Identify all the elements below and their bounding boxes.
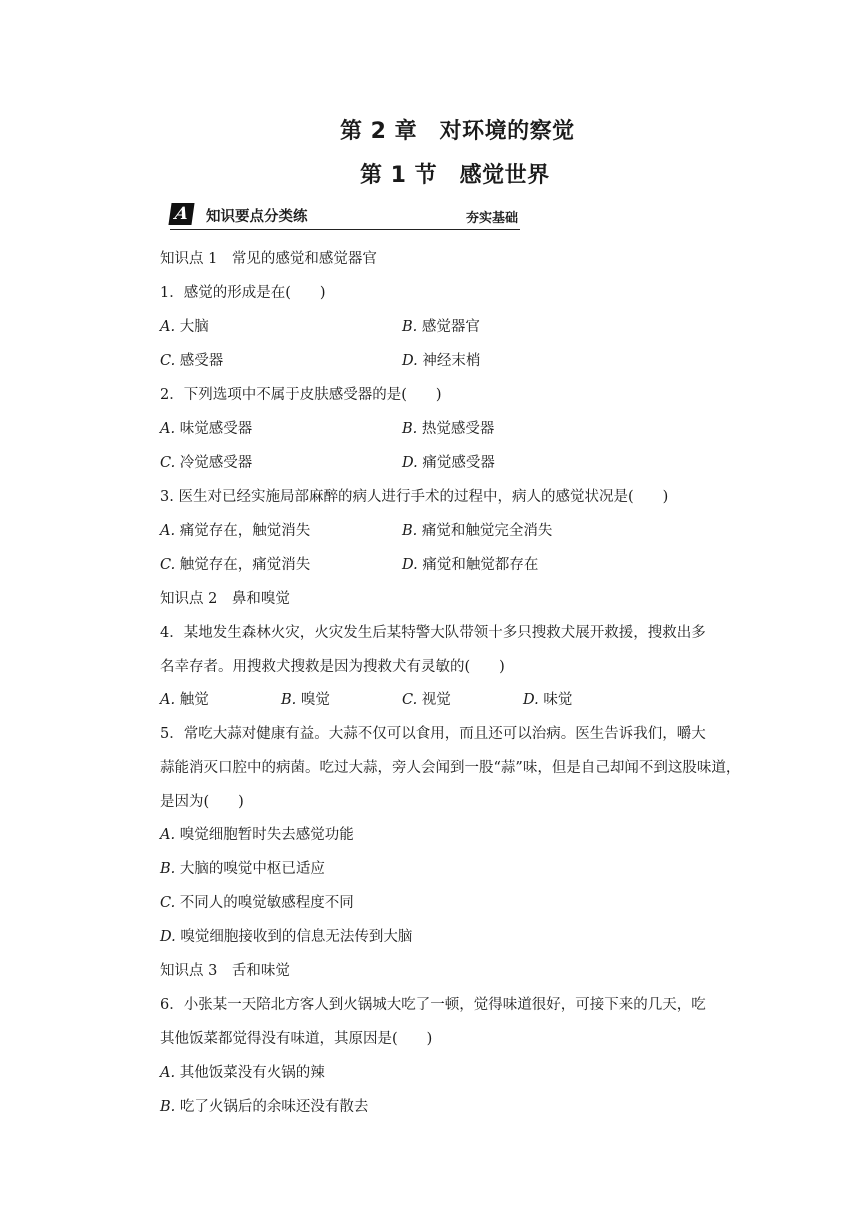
banner-underline bbox=[170, 229, 520, 230]
option-text: 痛觉和触觉都存在 bbox=[422, 557, 539, 573]
option-letter: B. bbox=[281, 692, 297, 708]
option-letter: B. bbox=[160, 1099, 176, 1115]
option-letter: C. bbox=[402, 692, 418, 708]
option-letter: D. bbox=[402, 353, 418, 369]
banner-right-label: 夯实基础 bbox=[465, 211, 518, 226]
option-letter: C. bbox=[160, 353, 176, 369]
option-letter: A. bbox=[160, 1065, 176, 1081]
option-text: 不同人的嗅觉敏感程度不同 bbox=[179, 895, 354, 911]
option-text: 视觉 bbox=[421, 692, 451, 708]
question-5-option-d bbox=[160, 925, 412, 946]
banner-left-label: 知识要点分类练 bbox=[206, 209, 308, 225]
option-text: 嗅觉细胞接收到的信息无法传到大脑 bbox=[180, 929, 413, 945]
question-6-line-2: 其他饭菜都觉得没有味道，其原因是( ) bbox=[160, 1031, 433, 1047]
question-5-option-b bbox=[160, 857, 325, 878]
option-letter: A. bbox=[160, 319, 176, 335]
question-5-line-3: 是因为( ) bbox=[160, 794, 244, 810]
option-letter: B. bbox=[402, 421, 418, 437]
question-4-option-d bbox=[523, 688, 572, 709]
option-text: 痛觉感受器 bbox=[422, 455, 495, 471]
knowledge-point-2: 知识点 2 鼻和嗅觉 bbox=[160, 591, 290, 607]
option-text: 触觉 bbox=[179, 692, 209, 708]
question-1-stem: 1．感觉的形成是在( ) bbox=[160, 285, 326, 301]
option-text: 其他饭菜没有火锅的辣 bbox=[179, 1065, 325, 1081]
question-2-option-a bbox=[160, 417, 252, 438]
question-3-option-b bbox=[402, 519, 552, 540]
question-5-option-c bbox=[160, 891, 354, 912]
option-text: 神经末梢 bbox=[422, 353, 481, 369]
knowledge-point-3: 知识点 3 舌和味觉 bbox=[160, 963, 290, 979]
option-letter: D. bbox=[160, 929, 176, 945]
question-4-line-1: 4．某地发生森林火灾，火灾发生后某特警大队带领十多只搜救犬展开救援，搜救出多 bbox=[160, 625, 706, 641]
option-letter: C. bbox=[160, 557, 176, 573]
option-text: 大脑 bbox=[179, 319, 209, 335]
question-4-line-2: 名幸存者。用搜救犬搜救是因为搜救犬有灵敏的( ) bbox=[160, 659, 505, 675]
question-1-option-d bbox=[402, 349, 480, 370]
option-letter: A. bbox=[160, 827, 176, 843]
option-text: 感受器 bbox=[179, 353, 224, 369]
question-1-option-b bbox=[402, 315, 480, 336]
question-4-option-b bbox=[281, 688, 330, 709]
option-text: 嗅觉细胞暂时失去感觉功能 bbox=[179, 827, 354, 843]
question-4-option-a bbox=[160, 688, 209, 709]
question-1-option-a bbox=[160, 315, 209, 336]
option-letter: C. bbox=[160, 455, 176, 471]
question-6-line-1: 6．小张某一天陪北方客人到火锅城大吃了一顿，觉得味道很好，可接下来的几天，吃 bbox=[160, 997, 706, 1013]
question-3-stem: 3. 医生对已经实施局部麻醉的病人进行手术的过程中，病人的感觉状况是( ) bbox=[160, 489, 669, 505]
option-text: 大脑的嗅觉中枢已适应 bbox=[179, 861, 325, 877]
question-3-option-c bbox=[160, 553, 310, 574]
option-letter: B. bbox=[402, 319, 418, 335]
option-letter: C. bbox=[160, 895, 176, 911]
section-title: 第 1 节 感觉世界 bbox=[360, 163, 550, 188]
option-text: 触觉存在，痛觉消失 bbox=[179, 557, 311, 573]
option-text: 味觉 bbox=[543, 692, 573, 708]
chapter-title: 第 2 章 对环境的察觉 bbox=[340, 119, 575, 144]
knowledge-point-1: 知识点 1 常见的感觉和感觉器官 bbox=[160, 251, 377, 267]
option-text: 冷觉感受器 bbox=[179, 455, 253, 471]
question-3-option-d bbox=[402, 553, 538, 574]
question-2-stem: 2．下列选项中不属于皮肤感受器的是( ) bbox=[160, 387, 442, 403]
option-text: 痛觉和触觉完全消失 bbox=[421, 523, 553, 539]
question-2-option-d bbox=[402, 451, 495, 472]
question-5-option-a bbox=[160, 823, 354, 844]
question-2-option-b bbox=[402, 417, 494, 438]
option-letter: A. bbox=[160, 523, 176, 539]
option-text: 感觉器官 bbox=[421, 319, 480, 335]
option-letter: D. bbox=[402, 557, 418, 573]
question-6-option-a bbox=[160, 1061, 325, 1082]
option-text: 痛觉存在，触觉消失 bbox=[179, 523, 311, 539]
question-4-option-c bbox=[402, 688, 451, 709]
question-1-option-c bbox=[160, 349, 223, 370]
option-letter: D. bbox=[523, 692, 539, 708]
option-text: 嗅觉 bbox=[300, 692, 330, 708]
option-letter: B. bbox=[402, 523, 418, 539]
option-text: 味觉感受器 bbox=[179, 421, 253, 437]
question-5-line-1: 5．常吃大蒜对健康有益。大蒜不仅可以食用，而且还可以治病。医生告诉我们，嚼大 bbox=[160, 726, 706, 742]
option-text: 热觉感受器 bbox=[421, 421, 495, 437]
question-3-option-a bbox=[160, 519, 310, 540]
option-letter: A. bbox=[160, 692, 176, 708]
option-letter: D. bbox=[402, 455, 418, 471]
section-banner bbox=[170, 203, 520, 230]
question-5-line-2: 蒜能消灭口腔中的病菌。吃过大蒜，旁人会闻到一股“蒜”味，但是自己却闻不到这股味道， bbox=[160, 760, 741, 776]
banner-badge: A bbox=[168, 203, 194, 225]
question-6-option-b bbox=[160, 1095, 368, 1116]
option-text: 吃了火锅后的余味还没有散去 bbox=[179, 1099, 369, 1115]
option-letter: A. bbox=[160, 421, 176, 437]
question-2-option-c bbox=[160, 451, 252, 472]
option-letter: B. bbox=[160, 861, 176, 877]
